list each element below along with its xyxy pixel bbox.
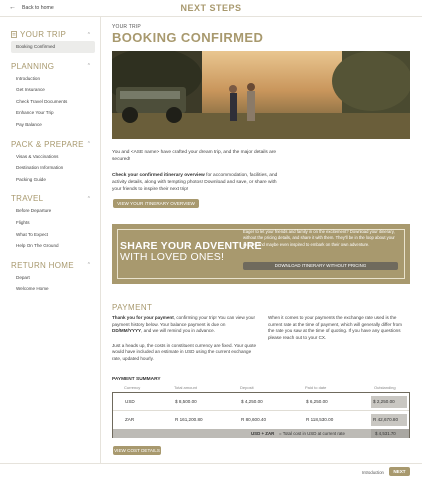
sidebar-item-help-on-the-ground[interactable]: Help On The Ground — [16, 243, 59, 249]
page-eyebrow: YOUR TRIP — [112, 24, 141, 30]
sidebar-item-check-travel-documents[interactable]: Check Travel Documents — [16, 98, 68, 104]
document-icon — [11, 31, 17, 38]
share-description: Eager to let your friends and family in on the excitement? Download your itinerary, without the pricing details, and share it with them. They'll be in the loop about your journey and maybe even inspired to embark on their own adventure. — [243, 229, 395, 247]
sidebar-section-title: PLANNING — [11, 61, 55, 71]
sidebar-section-planning — [11, 60, 94, 131]
chevron-up-icon: ⌃ — [86, 195, 91, 202]
sidebar-item-pay-balance[interactable]: Pay Balance — [16, 121, 42, 127]
intro-text: You and <ASE name> have crafted your dream trip, and the major details are secured! — [112, 150, 277, 162]
chevron-up-icon: ⌃ — [86, 262, 91, 269]
payment-heading: PAYMENT — [112, 303, 153, 312]
sidebar-section-pack-prepare — [11, 138, 94, 186]
total-label: USD + ZAR — [251, 431, 275, 436]
arrow-left-icon: ← — [9, 4, 16, 11]
outstanding-cell: $ 2,250.00 — [371, 396, 407, 408]
sidebar-item-enhance-your-trip[interactable]: Enhance Your Trip — [16, 110, 54, 116]
sidebar-nav — [0, 17, 101, 463]
total-row — [113, 429, 409, 438]
top-bar — [0, 0, 422, 17]
sidebar-section-title: RETURN HOME — [11, 260, 74, 270]
table-row: USD $ 8,500.00 $ 4,250.00 $ 6,250.00 $ 2,250.00 — [113, 393, 409, 411]
page-title: BOOKING CONFIRMED — [112, 30, 264, 45]
itinerary-link-text[interactable]: Check your confirmed itinerary overview — [112, 173, 205, 178]
sidebar-item-get-insurance[interactable]: Get Insurance — [16, 87, 45, 93]
header-deposit: Deposit — [240, 385, 254, 390]
sidebar-section-title: YOUR TRIP — [20, 30, 67, 39]
next-step-label: Introduction — [362, 470, 384, 475]
chevron-up-icon: ⌃ — [86, 63, 91, 70]
page-header-title: NEXT STEPS — [180, 3, 242, 13]
view-itinerary-button[interactable]: VIEW YOUR ITINERARY OVERVIEW — [113, 199, 199, 208]
sidebar-section-title: PACK & PREPARE — [11, 139, 84, 149]
view-cost-details-button[interactable]: VIEW COST DETAILS — [114, 448, 160, 453]
sidebar-section-header[interactable] — [11, 28, 94, 41]
total-description: = Total cost in USD at current rate — [279, 431, 345, 436]
download-itinerary-button[interactable]: DOWNLOAD ITINERARY WITHOUT PRICING — [243, 262, 398, 270]
sidebar-item-welcome-home[interactable]: Welcome Home — [16, 286, 49, 292]
sidebar-item-booking-confirmed[interactable]: Booking Confirmed — [11, 41, 95, 53]
hero-image — [112, 51, 410, 139]
share-adventure-banner — [112, 224, 410, 284]
payment-summary-label: PAYMENT SUMMARY — [112, 377, 161, 382]
sidebar-section-your-trip — [11, 28, 94, 53]
payment-summary-table — [112, 392, 410, 438]
sidebar-section-header[interactable] — [11, 259, 94, 272]
sidebar-section-travel — [11, 192, 94, 251]
sidebar-item-flights[interactable]: Flights — [16, 219, 30, 225]
next-button[interactable]: NEXT — [389, 467, 410, 476]
itinerary-text: Check your confirmed itinerary overview for accommodation, facilities, and activity details, along with tempting photos! Download and save, or share with your friends to inspire their next trip! — [112, 173, 278, 192]
back-label: Back to home — [22, 4, 54, 11]
header-total: Total amount — [174, 385, 197, 390]
total-value: $ 4,531.70 — [375, 431, 396, 436]
sidebar-item-depart[interactable]: Depart — [16, 274, 30, 280]
sidebar-section-header[interactable] — [11, 138, 94, 151]
sidebar-section-header[interactable] — [11, 60, 94, 73]
sidebar-section-header[interactable] — [11, 192, 94, 205]
sidebar-section-title: TRAVEL — [11, 194, 44, 204]
chevron-up-icon: ⌃ — [86, 31, 91, 38]
table-row: ZAR R 161,200.80 R 80,600.40 R 118,530.00 R 42,670.80 — [113, 411, 409, 429]
footer-bar — [0, 463, 422, 480]
payment-info-right: When it comes to your payments the exchange rate used is the current rate at the time of payment, which will generally differ from the rate you saw at the time of quoting. If you have any questions please reach out to your CX. — [268, 315, 402, 340]
payment-info-left: Thank you for your payment, confirming your trip! You can view your payment history below. Your balance payment is due on DD/MM/YYYY, and we will remind you in advance. Just a heads up, the costs in constituent currency are fixed. Your quote would have included an estimate in USD using the current exchange rate, updated hourly. — [112, 315, 257, 361]
sidebar-item-what-to-expect[interactable]: What To Expect — [16, 231, 49, 237]
sidebar-item-destination-information[interactable]: Destination Information — [16, 165, 64, 171]
chevron-up-icon: ⌃ — [86, 141, 91, 148]
sidebar-item-introduction[interactable]: Introduction — [16, 75, 41, 81]
safari-sunset-photo — [112, 51, 410, 139]
currency-note: Just a heads up, the costs in constituent currency are fixed. Your quote would have included an estimate in USD using the current exchange rate, updated hourly. — [112, 342, 257, 361]
due-date: DD/MM/YYYY — [112, 328, 142, 334]
total-value-cell — [371, 429, 409, 438]
header-paid: Paid to date — [305, 385, 327, 390]
outstanding-cell: R 42,670.80 — [371, 414, 407, 426]
sidebar-section-return-home — [11, 259, 94, 295]
summary-header-row — [112, 385, 410, 392]
share-title: SHARE YOUR ADVENTURE WITH LOVED ONES! — [120, 240, 262, 263]
sidebar-item-before-departure[interactable]: Before Departure — [16, 208, 52, 214]
header-currency: Currency — [124, 385, 141, 390]
sidebar-item-packing-guide[interactable]: Packing Guide — [16, 176, 46, 182]
sidebar-item-visas-vaccinations[interactable]: Visas & Vaccinations — [16, 153, 59, 159]
header-outstanding: Outstanding — [374, 385, 396, 390]
